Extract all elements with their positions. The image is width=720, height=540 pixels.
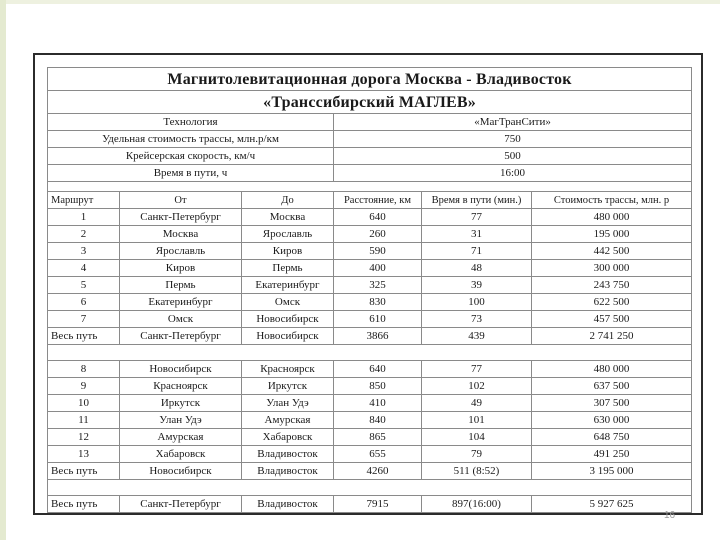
from-cell: Пермь [120,277,242,294]
distance-cell: 640 [334,361,422,378]
to-cell: Екатеринбург [242,277,334,294]
from-cell: Новосибирск [120,361,242,378]
title-row-1 [48,68,692,91]
distance-cell: 655 [334,446,422,463]
time-cell: 77 [422,209,532,226]
table-row [48,361,692,378]
param-value: «МагТранСити» [334,114,692,131]
distance-cell: 850 [334,378,422,395]
total-distance: 7915 [334,496,422,513]
route-cell: 5 [48,277,120,294]
time-cell: 71 [422,243,532,260]
param-row [48,165,692,182]
table-title: Магнитолевитационная дорога Москва - Владивосток [48,68,692,91]
to-cell: Ярославль [242,226,334,243]
distance-cell: 260 [334,226,422,243]
slide-left-bar [0,0,6,540]
distance-cell: 400 [334,260,422,277]
cost-cell: 491 250 [532,446,692,463]
slide-top-bar [0,0,720,4]
total-time: 439 [422,328,532,345]
from-cell: Иркутск [120,395,242,412]
cost-cell: 648 750 [532,429,692,446]
col-header-route: Маршрут [48,192,120,209]
time-cell: 31 [422,226,532,243]
to-cell: Хабаровск [242,429,334,446]
total-route: Весь путь [48,496,120,513]
total-row-section1 [48,328,692,345]
time-cell: 101 [422,412,532,429]
to-cell: Москва [242,209,334,226]
from-cell: Улан Удэ [120,412,242,429]
route-cell: 3 [48,243,120,260]
col-header-to: До [242,192,334,209]
cost-cell: 195 000 [532,226,692,243]
route-cell: 13 [48,446,120,463]
table-row [48,277,692,294]
total-time: 897(16:00) [422,496,532,513]
cost-cell: 622 500 [532,294,692,311]
total-from: Санкт-Петербург [120,496,242,513]
page-number: 16 [664,510,676,521]
cost-cell: 243 750 [532,277,692,294]
total-to: Владивосток [242,463,334,480]
spacer-cell [48,345,692,361]
time-cell: 49 [422,395,532,412]
param-label: Технология [48,114,334,131]
to-cell: Омск [242,294,334,311]
route-cell: 4 [48,260,120,277]
to-cell: Киров [242,243,334,260]
total-route: Весь путь [48,328,120,345]
time-cell: 39 [422,277,532,294]
param-value: 16:00 [334,165,692,182]
total-from: Новосибирск [120,463,242,480]
table-row [48,243,692,260]
route-cell: 10 [48,395,120,412]
spacer-row [48,480,692,496]
table-row [48,260,692,277]
route-cell: 11 [48,412,120,429]
section1-body [48,209,692,328]
param-row [48,131,692,148]
to-cell: Амурская [242,412,334,429]
distance-cell: 840 [334,412,422,429]
spacer-cell [48,182,692,192]
total-cost: 5 927 625 [532,496,692,513]
time-cell: 73 [422,311,532,328]
distance-cell: 325 [334,277,422,294]
to-cell: Красноярск [242,361,334,378]
distance-cell: 830 [334,294,422,311]
to-cell: Иркутск [242,378,334,395]
from-cell: Хабаровск [120,446,242,463]
title-row-2 [48,91,692,114]
cost-cell: 442 500 [532,243,692,260]
route-cell: 1 [48,209,120,226]
table-row [48,209,692,226]
cost-cell: 457 500 [532,311,692,328]
table-row [48,446,692,463]
total-to: Владивосток [242,496,334,513]
from-cell: Киров [120,260,242,277]
param-value: 500 [334,148,692,165]
to-cell: Пермь [242,260,334,277]
total-row-section2 [48,463,692,480]
route-cell: 8 [48,361,120,378]
time-cell: 104 [422,429,532,446]
total-to: Новосибирск [242,328,334,345]
route-cell: 6 [48,294,120,311]
cost-cell: 480 000 [532,361,692,378]
table-row [48,378,692,395]
distance-cell: 610 [334,311,422,328]
param-label: Удельная стоимость трассы, млн.р/км [48,131,334,148]
maglev-table [47,67,692,513]
table-row [48,429,692,446]
route-cell: 2 [48,226,120,243]
from-cell: Екатеринбург [120,294,242,311]
column-header-row [48,192,692,209]
total-cost: 3 195 000 [532,463,692,480]
table-row [48,412,692,429]
col-header-cost: Стоимость трассы, млн. р [532,192,692,209]
table-row [48,395,692,412]
from-cell: Амурская [120,429,242,446]
total-row-all [48,496,692,513]
total-from: Санкт-Петербург [120,328,242,345]
spacer-row [48,345,692,361]
total-distance: 4260 [334,463,422,480]
param-row [48,148,692,165]
route-cell: 12 [48,429,120,446]
time-cell: 100 [422,294,532,311]
time-cell: 48 [422,260,532,277]
time-cell: 79 [422,446,532,463]
cost-cell: 307 500 [532,395,692,412]
table-row [48,226,692,243]
col-header-distance: Расстояние, км [334,192,422,209]
spacer-cell [48,480,692,496]
from-cell: Омск [120,311,242,328]
table-row [48,311,692,328]
table-frame [33,53,703,515]
distance-cell: 410 [334,395,422,412]
col-header-from: От [120,192,242,209]
from-cell: Москва [120,226,242,243]
time-cell: 77 [422,361,532,378]
distance-cell: 865 [334,429,422,446]
from-cell: Санкт-Петербург [120,209,242,226]
param-value: 750 [334,131,692,148]
col-header-time: Время в пути (мин.) [422,192,532,209]
from-cell: Красноярск [120,378,242,395]
to-cell: Владивосток [242,446,334,463]
table-row [48,294,692,311]
total-time: 511 (8:52) [422,463,532,480]
to-cell: Улан Удэ [242,395,334,412]
from-cell: Ярославль [120,243,242,260]
cost-cell: 630 000 [532,412,692,429]
total-distance: 3866 [334,328,422,345]
cost-cell: 480 000 [532,209,692,226]
total-cost: 2 741 250 [532,328,692,345]
total-route: Весь путь [48,463,120,480]
param-row [48,114,692,131]
section2-body [48,361,692,463]
distance-cell: 640 [334,209,422,226]
spacer-row [48,182,692,192]
param-label: Время в пути, ч [48,165,334,182]
distance-cell: 590 [334,243,422,260]
time-cell: 102 [422,378,532,395]
table-subtitle: «Транссибирский МАГЛЕВ» [48,91,692,114]
route-cell: 9 [48,378,120,395]
cost-cell: 300 000 [532,260,692,277]
param-label: Крейсерская скорость, км/ч [48,148,334,165]
to-cell: Новосибирск [242,311,334,328]
route-cell: 7 [48,311,120,328]
cost-cell: 637 500 [532,378,692,395]
